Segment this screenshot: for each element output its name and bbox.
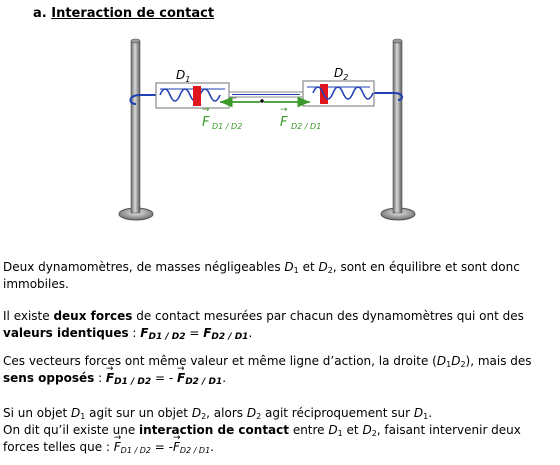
section-heading: [33, 6, 214, 21]
right-support-stand: [381, 39, 415, 220]
section-title: Interaction de contact: [51, 6, 215, 21]
paragraph-equilibrium: Deux dynamomètres, de masses négligeables $D_1$ et $D_2$, sont en équilibre et sont donc immobiles.: [3, 260, 520, 291]
svg-text:F: F: [280, 115, 288, 130]
dynamometer-d1: [156, 83, 236, 108]
vector-f-d2-d1: → F: [177, 370, 185, 387]
label-d2: $D_2$: [334, 66, 349, 82]
svg-text:→: →: [280, 105, 288, 115]
label-d1: $D_1$: [176, 68, 191, 84]
vector-f-d1-d2: → F: [106, 370, 114, 387]
paragraph-reciprocal-action: Si un objet $D_1$ agit sur un objet $D_2$, alors $D_2$ agit réciproquement sur $D_1$.: [3, 406, 433, 421]
svg-text:D1 / D2: D1 / D2: [212, 122, 243, 131]
paragraph-contact-interaction: On dit qu’il existe une interaction de contact entre $D_1$ et $D_2$, faisant intervenir deux forces telles que : → FD1 / D2 = -→ FD2 / D1.: [3, 422, 555, 456]
vector-f-d2-d1-final: → F: [173, 439, 180, 456]
paragraph-identical-values: Il existe deux forces de contact mesurées par chacun des dynamomètres qui ont des valeurs identiques : FD1 / D2 = FD2 / D1.: [3, 309, 524, 342]
force-label-d1-d2: [202, 105, 242, 131]
paragraph-opposite-directions: Ces vecteurs forces ont même valeur et même ligne d’action, la droite $(D_1D_2)$, mais des sens opposés : → FD1 / D2 = - → FD2 / D1.: [3, 353, 555, 387]
force-label-d2-d1: [280, 105, 321, 131]
section-letter: a.: [33, 6, 47, 21]
dynamometer-d2: [303, 81, 374, 106]
svg-text:→: →: [202, 105, 210, 115]
dynamometers-figure: [0, 28, 560, 228]
svg-text:D2 / D1: D2 / D1: [291, 122, 322, 131]
left-support-stand: [119, 39, 153, 220]
vector-f-d1-d2-final: → F: [114, 439, 121, 456]
svg-text:F: F: [202, 115, 210, 130]
